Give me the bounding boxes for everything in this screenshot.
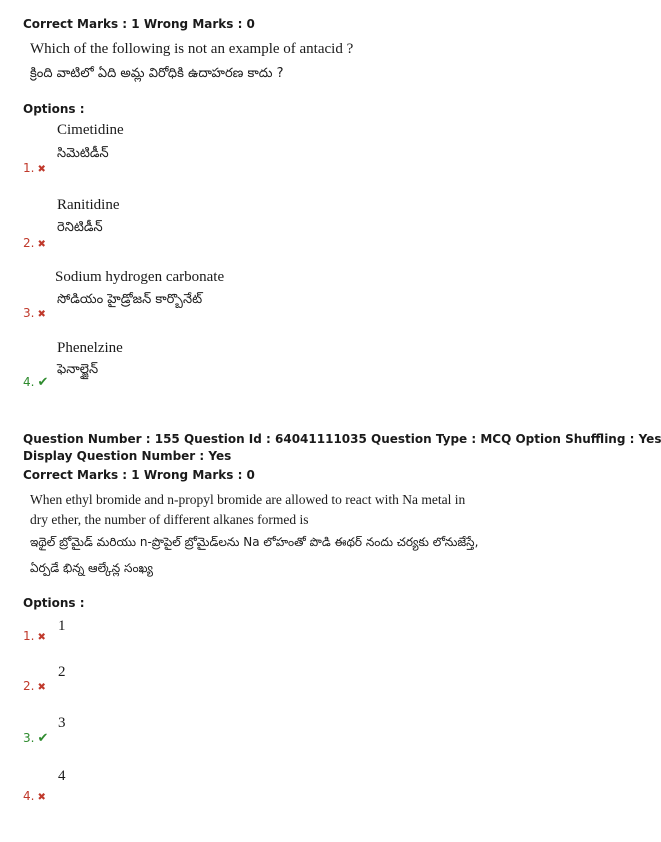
check-icon: ✔ — [37, 731, 49, 746]
q2-option-4-marker — [23, 785, 46, 804]
q1-option-1-te: సిమెటిడీన్ — [57, 146, 109, 161]
cross-icon: ✖ — [37, 309, 46, 320]
q1-question-en: Which of the following is not an example of antacid ? — [30, 41, 354, 57]
q2-option-3-marker — [23, 727, 48, 746]
q1-option-1-marker — [23, 157, 46, 176]
cross-icon: ✖ — [37, 682, 46, 693]
q2-option-1-value: 1 — [58, 618, 66, 634]
q2-option-3-value: 3 — [58, 715, 66, 731]
q2-option-2-number: 2. — [23, 679, 35, 693]
q2-question-en-line-2: dry ether, the number of different alkanes formed is — [30, 512, 309, 527]
q2-display-line: Display Question Number : Yes — [23, 449, 232, 463]
q1-option-4-en: Phenelzine — [57, 340, 123, 356]
q1-option-4-te: ఫెనాల్జైన్ — [57, 362, 99, 377]
q1-option-3-marker — [23, 302, 46, 321]
q2-question-te-line-2: ఏర్పడే భిన్న ఆల్కేన్ల సంఖ్య — [30, 561, 153, 575]
check-icon: ✔ — [37, 375, 49, 390]
q1-option-2-te: రెనిటిడీన్ — [57, 220, 103, 235]
q1-options-label: Options : — [23, 102, 85, 116]
q2-option-1-number: 1. — [23, 629, 35, 643]
q2-option-4-value: 4 — [58, 768, 66, 784]
cross-icon: ✖ — [37, 792, 46, 803]
q1-marks-line: Correct Marks : 1 Wrong Marks : 0 — [23, 17, 255, 31]
q1-option-4-marker — [23, 371, 48, 390]
q2-option-2-value: 2 — [58, 664, 66, 680]
q1-option-2-number: 2. — [23, 236, 35, 250]
q1-option-4-number: 4. — [23, 375, 35, 389]
q2-options-label: Options : — [23, 596, 85, 610]
q2-option-4-number: 4. — [23, 789, 35, 803]
q2-header-line: Question Number : 155 Question Id : 64041111035 Question Type : MCQ Option Shuffling : Yes — [23, 432, 661, 446]
q2-option-3-number: 3. — [23, 731, 35, 745]
q1-option-3-en: Sodium hydrogen carbonate — [55, 269, 225, 285]
q1-option-1-number: 1. — [23, 161, 35, 175]
q1-option-2-marker — [23, 232, 46, 251]
q1-option-1-en: Cimetidine — [57, 122, 124, 138]
q2-question-en-line-1: When ethyl bromide and n-propyl bromide are allowed to react with Na metal in — [30, 492, 466, 507]
q1-option-2-en: Ranitidine — [57, 197, 120, 213]
q1-option-3-number: 3. — [23, 306, 35, 320]
q2-question-te-line-1: ఇథైల్ బ్రోమైడ్ మరియు n-ప్రొపైల్ బ్రోమైడ్‌లను Na లోహంతో పొడి ఈథర్ నందు చర్యకు లోనుజేస్తే, — [30, 535, 479, 549]
q1-question-te: క్రింది వాటిలో ఏది అమ్ల విరోధికి ఉదాహరణ కాదు ? — [30, 66, 284, 81]
q2-marks-line: Correct Marks : 1 Wrong Marks : 0 — [23, 468, 255, 482]
cross-icon: ✖ — [37, 632, 46, 643]
cross-icon: ✖ — [37, 239, 46, 250]
q2-option-2-marker — [23, 675, 46, 694]
cross-icon: ✖ — [37, 164, 46, 175]
q1-option-3-te: సోడియం హైడ్రోజన్ కార్బొనేట్ — [57, 292, 203, 307]
q2-option-1-marker — [23, 625, 46, 644]
